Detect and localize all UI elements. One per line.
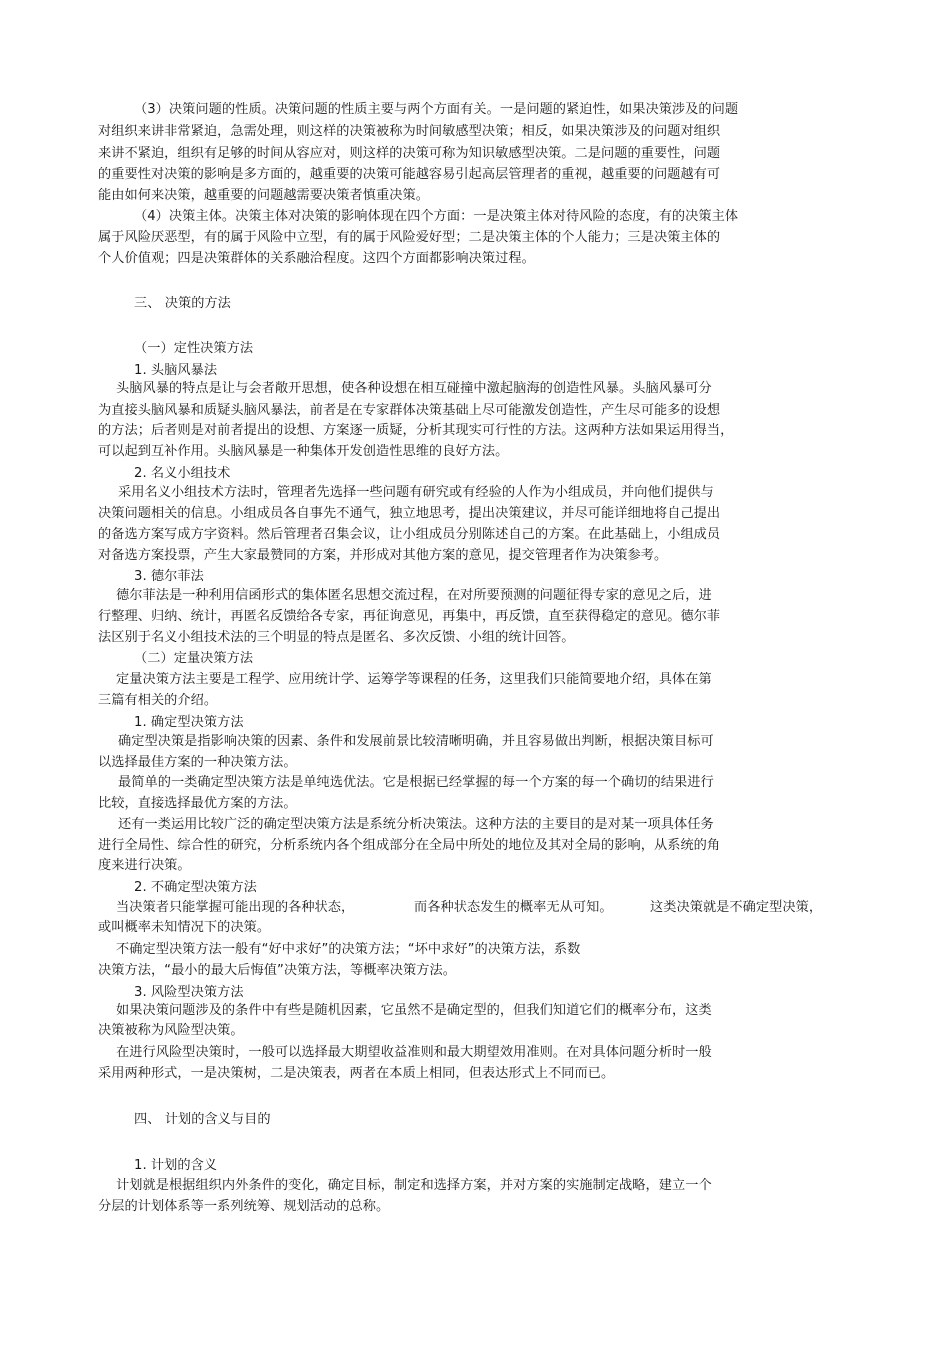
text-line: 决策被称为风险型决策。: [98, 1023, 244, 1038]
text-line: 以选择最佳方案的一种决策方法。: [98, 755, 297, 770]
text-line: 在进行风险型决策时，一般可以选择最大期望收益准则和最大期望效用准则。在对具体问题分析时一般: [116, 1045, 712, 1060]
item-heading: 1. 确定型决策方法: [134, 715, 244, 730]
subsection-heading: （二）定量决策方法: [134, 651, 254, 666]
text-line: 的备选方案写成方字资料。然后管理者召集会议，让小组成员分别陈述自己的方案。在此基础上，小组成员: [98, 527, 721, 542]
text-line: 当决策者只能掌握可能出现的各种状态，: [116, 900, 355, 915]
text-line: 或叫概率未知情况下的决策。: [98, 920, 271, 935]
text-line: 还有一类运用比较广泛的确定型决策方法是系统分析决策法。这种方法的主要目的是对某一项具体任务: [118, 817, 714, 832]
text-line: 度来进行决策。: [98, 858, 191, 873]
text-line: 三篇有相关的介绍。: [98, 693, 218, 708]
text-line: 决策问题相关的信息。小组成员各自事先不通气，独立地思考，提出决策建议，并尽可能详细地将自己提出: [98, 506, 721, 521]
text-line: 头脑风暴的特点是让与会者敞开思想，使各种设想在相互碰撞中激起脑海的创造性风暴。头脑风暴可分: [116, 381, 712, 396]
section-heading: 三、 决策的方法: [134, 296, 231, 311]
text-line: 能由如何来决策，越重要的问题越需要决策者慎重决策。: [98, 188, 429, 203]
text-line: 对备选方案投票，产生大家最赞同的方案，并形成对其他方案的意见，提交管理者作为决策参考。: [98, 548, 668, 563]
text-line: 定量决策方法主要是工程学、应用统计学、运筹学等课程的任务，这里我们只能简要地介绍，具体在第: [116, 672, 712, 687]
item-heading: 3. 德尔菲法: [134, 569, 204, 584]
item-heading: 2. 不确定型决策方法: [134, 880, 257, 895]
text-line: 比较，直接选择最优方案的方法。: [98, 796, 297, 811]
text-line: 不确定型决策方法一般有“好中求好”的决策方法；“坏中求好”的决策方法，系数: [116, 942, 581, 957]
text-line: 个人价值观；四是决策群体的关系融洽程度。这四个方面都影响决策过程。: [98, 251, 535, 266]
item-heading: 1. 计划的含义: [134, 1158, 218, 1173]
item-heading: 1. 头脑风暴法: [134, 363, 218, 378]
text-line: 如果决策问题涉及的条件中有些是随机因素，它虽然不是确定型的，但我们知道它们的概率分布，这类: [116, 1003, 712, 1018]
text-line: 决策方法，“最小的最大后悔值”决策方法，等概率决策方法。: [98, 963, 456, 978]
item-heading: 2. 名义小组技术: [134, 466, 231, 481]
text-line: 进行全局性、综合性的研究，分析系统内各个组成部分在全局中所处的地位及其对全局的影响，从系统的角: [98, 838, 721, 853]
text-line: 的重要性对决策的影响是多方面的，越重要的决策可能越容易引起高层管理者的重视，越重要的问题越有可: [98, 167, 721, 182]
text-line: 最简单的一类确定型决策方法是单纯选优法。它是根据已经掌握的每一个方案的每一个确切的结果进行: [118, 775, 714, 790]
text-line: （4）决策主体。决策主体对决策的影响体现在四个方面：一是决策主体对待风险的态度，有的决策主体: [134, 209, 739, 224]
text-line: （3）决策问题的性质。决策问题的性质主要与两个方面有关。一是问题的紧迫性，如果决策涉及的问题: [134, 102, 739, 117]
text-line: 这类决策就是不确定型决策，: [650, 900, 823, 915]
text-line: 德尔菲法是一种利用信函形式的集体匿名思想交流过程，在对所要预测的问题征得专家的意见之后，进: [116, 588, 712, 603]
text-line: 分层的计划体系等一系列统筹、规划活动的总称。: [98, 1199, 390, 1214]
text-line: 采用名义小组技术方法时，管理者先选择一些问题有研究或有经验的人作为小组成员，并向他们提供与: [118, 485, 714, 500]
text-line: 确定型决策是指影响决策的因素、条件和发展前景比较清晰明确，并且容易做出判断，根据决策目标可: [118, 734, 714, 749]
text-line: 采用两种形式，一是决策树，二是决策表，两者在本质上相同，但表达形式上不同而已。: [98, 1066, 615, 1081]
text-line: 法区别于名义小组技术法的三个明显的特点是匿名、多次反馈、小组的统计回答。: [98, 630, 575, 645]
text-line: 计划就是根据组织内外条件的变化，确定目标，制定和选择方案，并对方案的实施制定战略，建立一个: [116, 1178, 712, 1193]
text-line: 对组织来讲非常紧迫，急需处理，则这样的决策被称为时间敏感型决策；相反，如果决策涉及的问题对组织: [98, 124, 721, 139]
text-line: 可以起到互补作用。头脑风暴是一种集体开发创造性思维的良好方法。: [98, 444, 509, 459]
text-line: 的方法；后者则是对前者提出的设想、方案逐一质疑，分析其现实可行性的方法。这两种方法如果运用得当，: [98, 423, 734, 438]
text-line: 属于风险厌恶型，有的属于风险中立型，有的属于风险爱好型；二是决策主体的个人能力；三是决策主体的: [98, 230, 721, 245]
text-line: 行整理、归纳、统计，再匿名反馈给各专家，再征询意见，再集中，再反馈，直至获得稳定的意见。德尔菲: [98, 609, 721, 624]
text-line: 来讲不紧迫，组织有足够的时间从容应对，则这样的决策可称为知识敏感型决策。二是问题的重要性，问题: [98, 146, 721, 161]
item-heading: 3. 风险型决策方法: [134, 985, 244, 1000]
section-heading: 四、 计划的含义与目的: [134, 1112, 271, 1127]
text-line: 而各种状态发生的概率无从可知。: [414, 900, 613, 915]
subsection-heading: （一）定性决策方法: [134, 341, 254, 356]
text-line: 为直接头脑风暴和质疑头脑风暴法，前者是在专家群体决策基础上尽可能激发创造性，产生尽可能多的设想: [98, 403, 721, 418]
